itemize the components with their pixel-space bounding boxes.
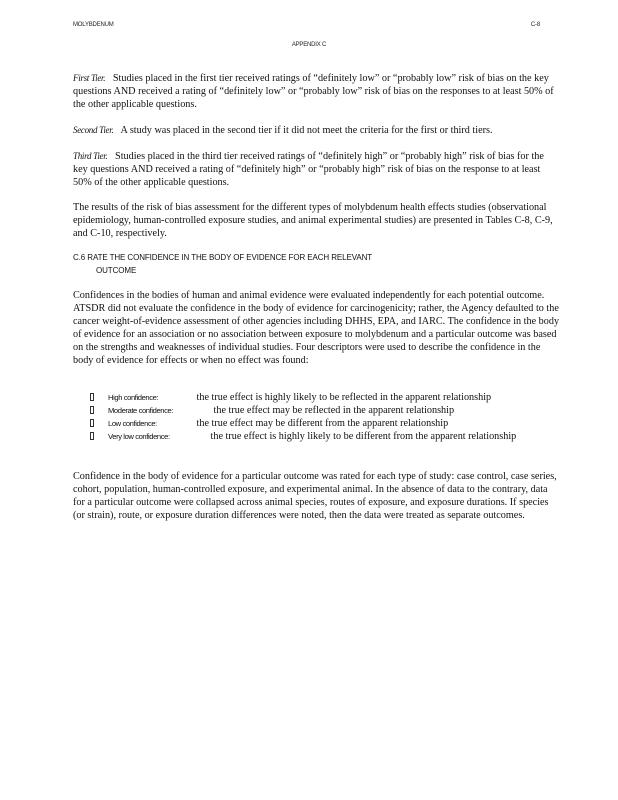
appendix-label: APPENDIX C: [291, 42, 327, 48]
descriptor-term: Low confidence:: [108, 419, 157, 428]
second-tier-text: A study was placed in the second tier if it did not meet the criteria for the first or third tiers.: [120, 125, 493, 136]
confidence-paragraph: Confidences in the bodies of human and animal evidence were evaluated independently for each potential outcome. ATSDR did not evaluate the confidence in the body of evidence for carcinogenicity; rather, the Agency defaulted to the cancer weight-of-evidence assessment of other agencies including DHHS, EPA, and IARC. The confidence in the body of evidence for an association or no association between exposure to molybdenum and a particular outcome was based on the strengths and weaknesses of individual studies. Four descriptors were used to describe the confidence in the body of evidence for effects or when no effect was found:: [73, 290, 560, 366]
bullet-icon: [90, 419, 94, 427]
second-tier-paragraph: [73, 124, 561, 137]
bullet-icon: [90, 432, 94, 440]
descriptor-definition: the true effect is highly likely to be different from the apparent relationship: [210, 431, 517, 442]
second-tier-title: Second Tier.: [73, 125, 114, 135]
list-item: [90, 404, 550, 417]
descriptor-definition: the true effect may be reflected in the apparent relationship: [213, 405, 455, 416]
section-heading-line1: C.6 RATE THE CONFIDENCE IN THE BODY OF EVIDENCE FOR EACH RELEVANT: [73, 253, 373, 262]
list-item: [90, 430, 550, 443]
descriptor-term: High confidence:: [108, 393, 159, 402]
descriptor-definition: the true effect may be different from the apparent relationship: [196, 418, 449, 429]
third-tier-paragraph: [73, 150, 561, 189]
first-tier-paragraph: [73, 72, 561, 111]
final-paragraph: Confidence in the body of evidence for a particular outcome was rated for each type of study: case control, case series, cohort, population, human-controlled exposure, and experimental animal. In the absence of data to the contrary, data for a particular outcome were collapsed across animal species, routes of exposure, and exposure durations. If species (or strain), route, or exposure duration differences were noted, then the data were treated as separate outcomes.: [73, 471, 557, 521]
descriptor-list: [90, 391, 550, 443]
bullet-icon: [90, 393, 94, 401]
third-tier-text: Studies placed in the third tier received ratings of “definitely high” or “probably high” risk of bias for the key questions AND received a rating of “definitely high” or “probably high” risk of bias on the response to at least 50% of the other applicable questions.: [73, 151, 544, 188]
descriptor-term: Very low confidence:: [108, 432, 170, 441]
running-header-title: MOLYBDENUM: [73, 22, 114, 28]
first-tier-text: Studies placed in the first tier received ratings of “definitely low” or “probably low” risk of bias on the key questions AND received a rating of “definitely low” or “probably low” risk of bias on the responses to at least 50% of the other applicable questions.: [73, 73, 554, 110]
section-heading-line2: OUTCOME: [96, 266, 137, 275]
bullet-icon: [90, 406, 94, 414]
third-tier-title: Third Tier.: [73, 151, 108, 161]
list-item: [90, 417, 550, 430]
page-number: C-8: [530, 22, 540, 28]
descriptor-term: Moderate confidence:: [108, 406, 174, 415]
descriptor-definition: the true effect is highly likely to be reflected in the apparent relationship: [196, 392, 492, 403]
first-tier-title: First Tier.: [73, 73, 106, 83]
list-item: [90, 391, 550, 404]
section-heading: [73, 251, 543, 277]
results-paragraph: The results of the risk of bias assessment for the different types of molybdenum health effects studies (observational epidemiology, human-controlled exposure studies, and animal experimental studies) are presented in Tables C-8, C-9, and C-10, respectively.: [73, 202, 553, 239]
